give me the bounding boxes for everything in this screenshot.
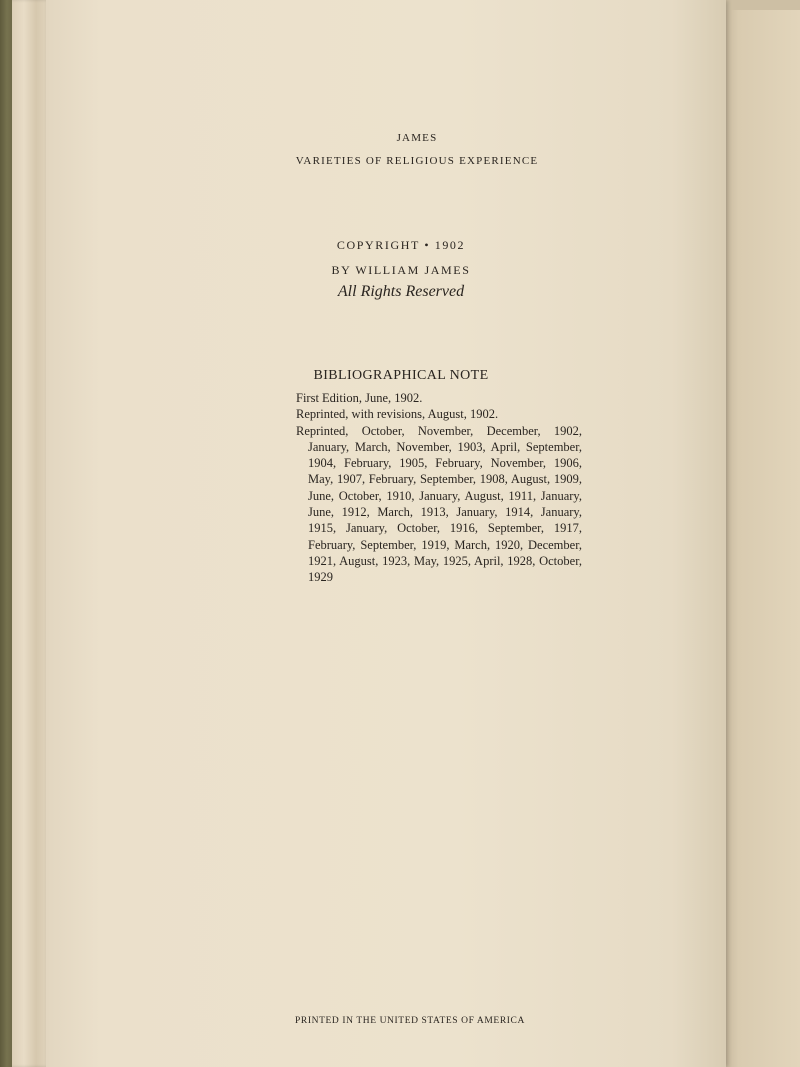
bibliographical-note-body (296, 390, 582, 586)
bibliographical-note-heading: BIBLIOGRAPHICAL NOTE (313, 368, 489, 383)
author-name: JAMES (396, 132, 438, 144)
facing-page-edge (718, 10, 800, 1067)
copyright-holder: BY WILLIAM JAMES (331, 263, 471, 277)
half-title: VARIETIES OF RELIGIOUS EXPERIENCE (295, 155, 539, 167)
copyright-page (46, 0, 726, 1067)
rights-statement: All Rights Reserved (337, 283, 465, 300)
copyright-line: COPYRIGHT • 1902 (336, 238, 466, 252)
revision-entry: Reprinted, with revisions, August, 1902. (296, 407, 499, 422)
reprints-entry: Reprinted, October, November, December, 1902, January, March, November, 1903, April, September, 1904, February, 1905, February, November, 1906, May, 1907, February, September, 1908, August, 1909, June, October, 1910, January, August, 1911, January, June, 1912, March, 1913, January, 1914, January, 1915, January, October, 1916, September, 1917, February, September, 1919, March, 1920, December, 1921, August, 1923, May, 1925, April, 1928, October, 1929 (296, 423, 582, 585)
first-edition-entry: First Edition, June, 1902. (296, 391, 423, 405)
printed-in-line: PRINTED IN THE UNITED STATES OF AMERICA (295, 1016, 525, 1026)
